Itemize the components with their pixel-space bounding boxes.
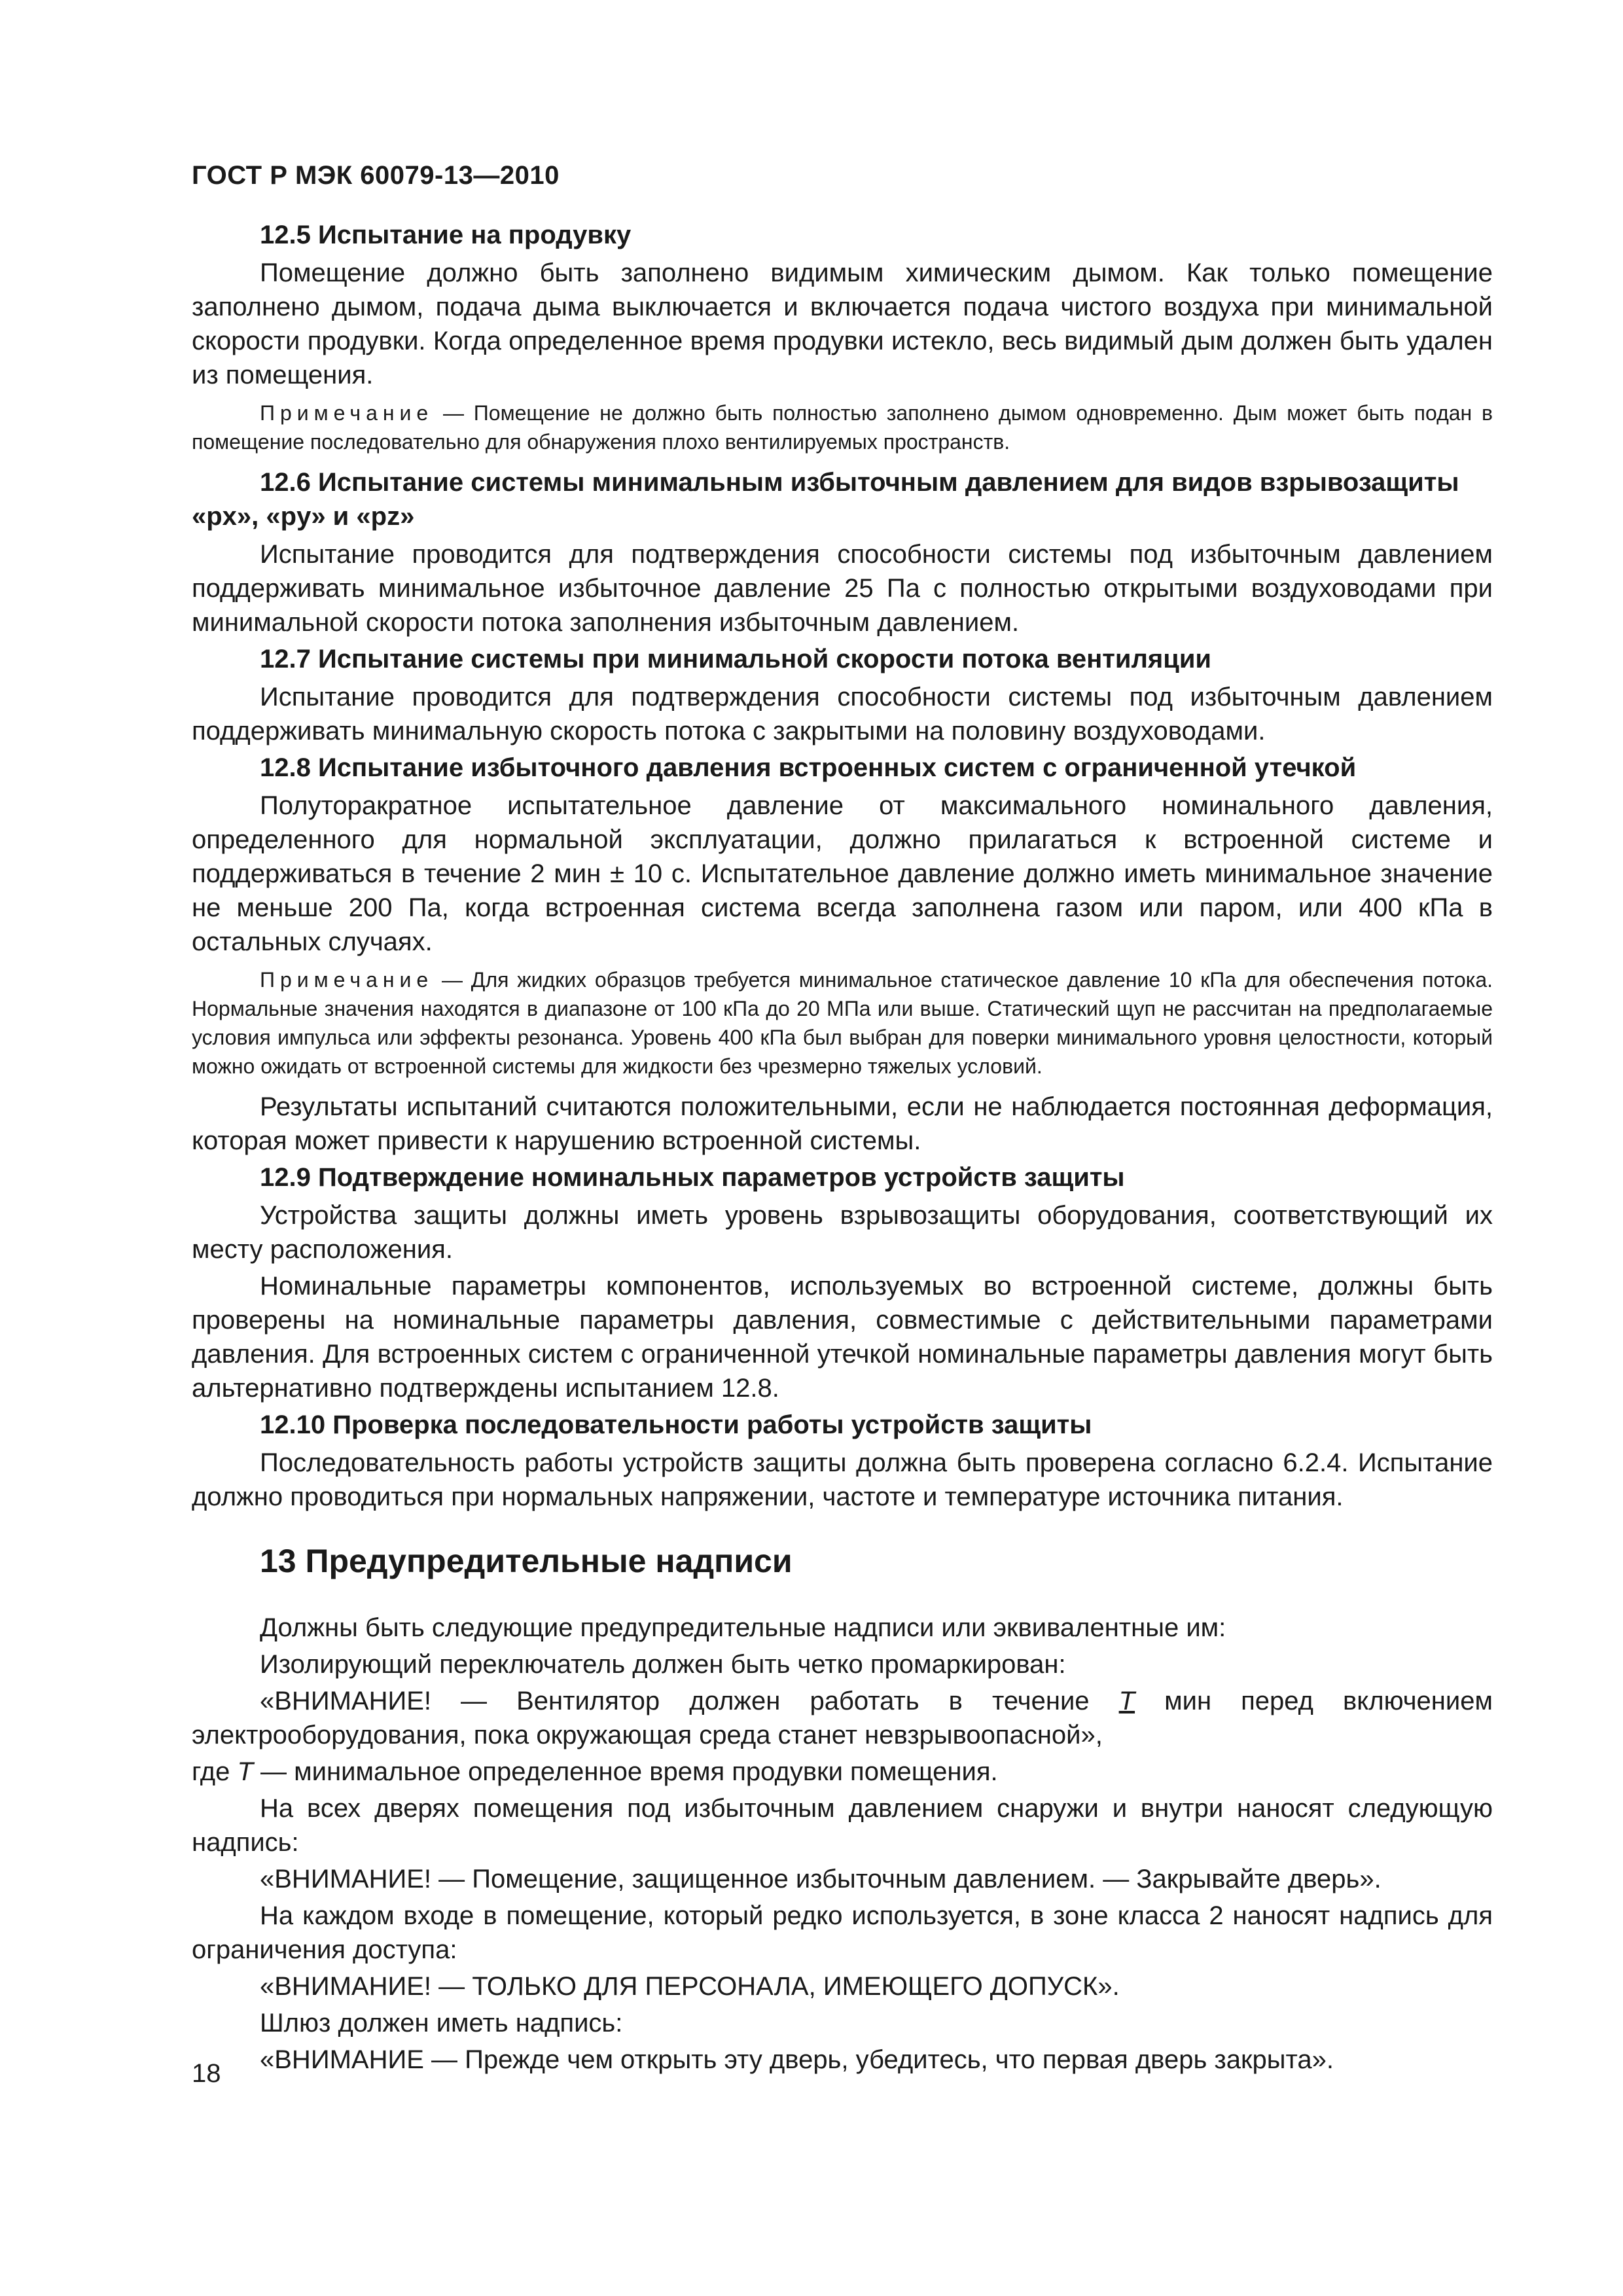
section-13-doors-text: На всех дверях помещения под избыточным давлением снаружи и внутри наносят следующую надпись:	[192, 1794, 1493, 1857]
variable-definition-start: где	[192, 1757, 238, 1786]
section-13-switch-text: Изолирующий переключатель должен быть четко промаркирован:	[260, 1650, 1066, 1679]
note-label: Примечание	[260, 401, 434, 425]
document-header: ГОСТ Р МЭК 60079-13—2010	[192, 161, 560, 190]
section-12-8-heading: 12.8 Испытание избыточного давления встроенных систем с ограниченной утечкой	[260, 753, 1357, 782]
section-13-intro: Должны быть следующие предупредительные надписи или эквивалентные им:	[260, 1613, 1226, 1642]
section-12-8-note	[192, 965, 1493, 1081]
section-12-7-paragraph: Испытание проводится для подтверждения способности системы под избыточным давлением поддерживать минимальную скорость потока с закрытыми на половину воздуховодами.	[192, 683, 1493, 745]
document-body	[192, 218, 1493, 2079]
variable-definition	[192, 1755, 1493, 1789]
section-13-heading: 13 Предупредительные надписи	[260, 1543, 793, 1579]
variable-definition-end: — минимальное определенное время продувки помещения.	[253, 1757, 998, 1786]
section-12-9-paragraph-1: Устройства защиты должны иметь уровень взрывозащиты оборудования, соответствующий их месту расположения.	[192, 1201, 1493, 1264]
section-12-9-heading: 12.9 Подтверждение номинальных параметров устройств защиты	[260, 1163, 1125, 1192]
section-12-6-heading: 12.6 Испытание системы минимальным избыточным давлением для видов взрывозащиты «px», «py» и «pz»	[192, 468, 1459, 531]
section-12-5-paragraph: Помещение должно быть заполнено видимым химическим дымом. Как только помещение заполнено дымом, подача дыма выключается и включается подача чистого воздуха при минимальной скорости продувки. Когда определенное время продувки истекло, весь видимый дым должен быть удален из помещения.	[192, 259, 1493, 389]
section-13-airlock-text: Шлюз должен иметь надпись:	[260, 2009, 623, 2037]
page-number: 18	[192, 2059, 221, 2088]
section-12-5-heading: 12.5 Испытание на продувку	[260, 221, 632, 249]
warning-fan-start: «ВНИМАНИЕ! — Вентилятор должен работать в течение	[260, 1687, 1119, 1715]
variable-symbol: T	[237, 1757, 253, 1786]
warning-fan-end: мин перед включением электрооборудования, пока окружающая среда станет невзрывоопасной»,	[192, 1687, 1493, 1749]
section-12-10-paragraph: Последовательность работы устройств защиты должна быть проверена согласно 6.2.4. Испытание должно проводиться при нормальных напряжении, частоте и температуре источника питания.	[192, 1448, 1493, 1511]
section-12-7-heading: 12.7 Испытание системы при минимальной скорости потока вентиляции	[260, 645, 1212, 673]
section-12-5-note	[192, 399, 1493, 456]
section-12-8-result-paragraph: Результаты испытаний считаются положительными, если не наблюдается постоянная деформация, которая может привести к нарушению встроенной системы.	[192, 1092, 1493, 1155]
section-12-6-paragraph: Испытание проводится для подтверждения способности системы под избыточным давлением поддерживать минимальное избыточное давление 25 Па с полностью открытыми воздуховодами при минимальной скорости потока заполнения избыточным давлением.	[192, 540, 1493, 637]
warning-door: «ВНИМАНИЕ! — Помещение, защищенное избыточным давлением. — Закрывайте дверь».	[260, 1865, 1382, 1893]
note-text: — Помещение не должно быть полностью заполнено дымом одновременно. Дым может быть подан в помещение последовательно для обнаружения плохо вентилируемых пространств.	[192, 401, 1493, 454]
warning-airlock: «ВНИМАНИЕ — Прежде чем открыть эту дверь, убедитесь, что первая дверь закрыта».	[260, 2045, 1334, 2074]
section-12-9-paragraph-2: Номинальные параметры компонентов, используемых во встроенной системе, должны быть проверены на номинальные параметры давления, совместимые с действительными параметрами давления. Для встроенных систем с ограниченной утечкой номинальные параметры давления могут быть альтернативно подтверждены испытанием 12.8.	[192, 1272, 1493, 1403]
warning-fan-variable: T	[1118, 1687, 1135, 1715]
note-label: Примечание	[260, 968, 434, 992]
warning-access: «ВНИМАНИЕ! — ТОЛЬКО ДЛЯ ПЕРСОНАЛА, ИМЕЮЩЕГО ДОПУСК».	[260, 1972, 1120, 2001]
section-13-entrance-text: На каждом входе в помещение, который редко используется, в зоне класса 2 наносят надпись для ограничения доступа:	[192, 1901, 1493, 1964]
section-12-10-heading: 12.10 Проверка последовательности работы устройств защиты	[260, 1410, 1092, 1439]
note-text: — Для жидких образцов требуется минимальное статическое давление 10 кПа для обеспечения потока. Нормальные значения находятся в диапазоне от 100 кПа до 20 МПа или выше. Статический щуп не рассчитан на предполагаемые условия импульса или эффекты резонанса. Уровень 400 кПа был выбран для поверки минимального уровня целостности, который можно ожидать от встроенной системы для жидкости без чрезмерно тяжелых условий.	[192, 968, 1493, 1078]
section-12-8-paragraph: Полуторакратное испытательное давление от максимального номинального давления, определенного для нормальной эксплуатации, должно прилагаться к встроенной системе и поддерживаться в течение 2 мин ± 10 с. Испытательное давление должно иметь минимальное значение не меньше 200 Па, когда встроенная система всегда заполнена газом или паром, или 400 кПа в остальных случаях.	[192, 791, 1493, 956]
warning-fan	[192, 1684, 1493, 1752]
